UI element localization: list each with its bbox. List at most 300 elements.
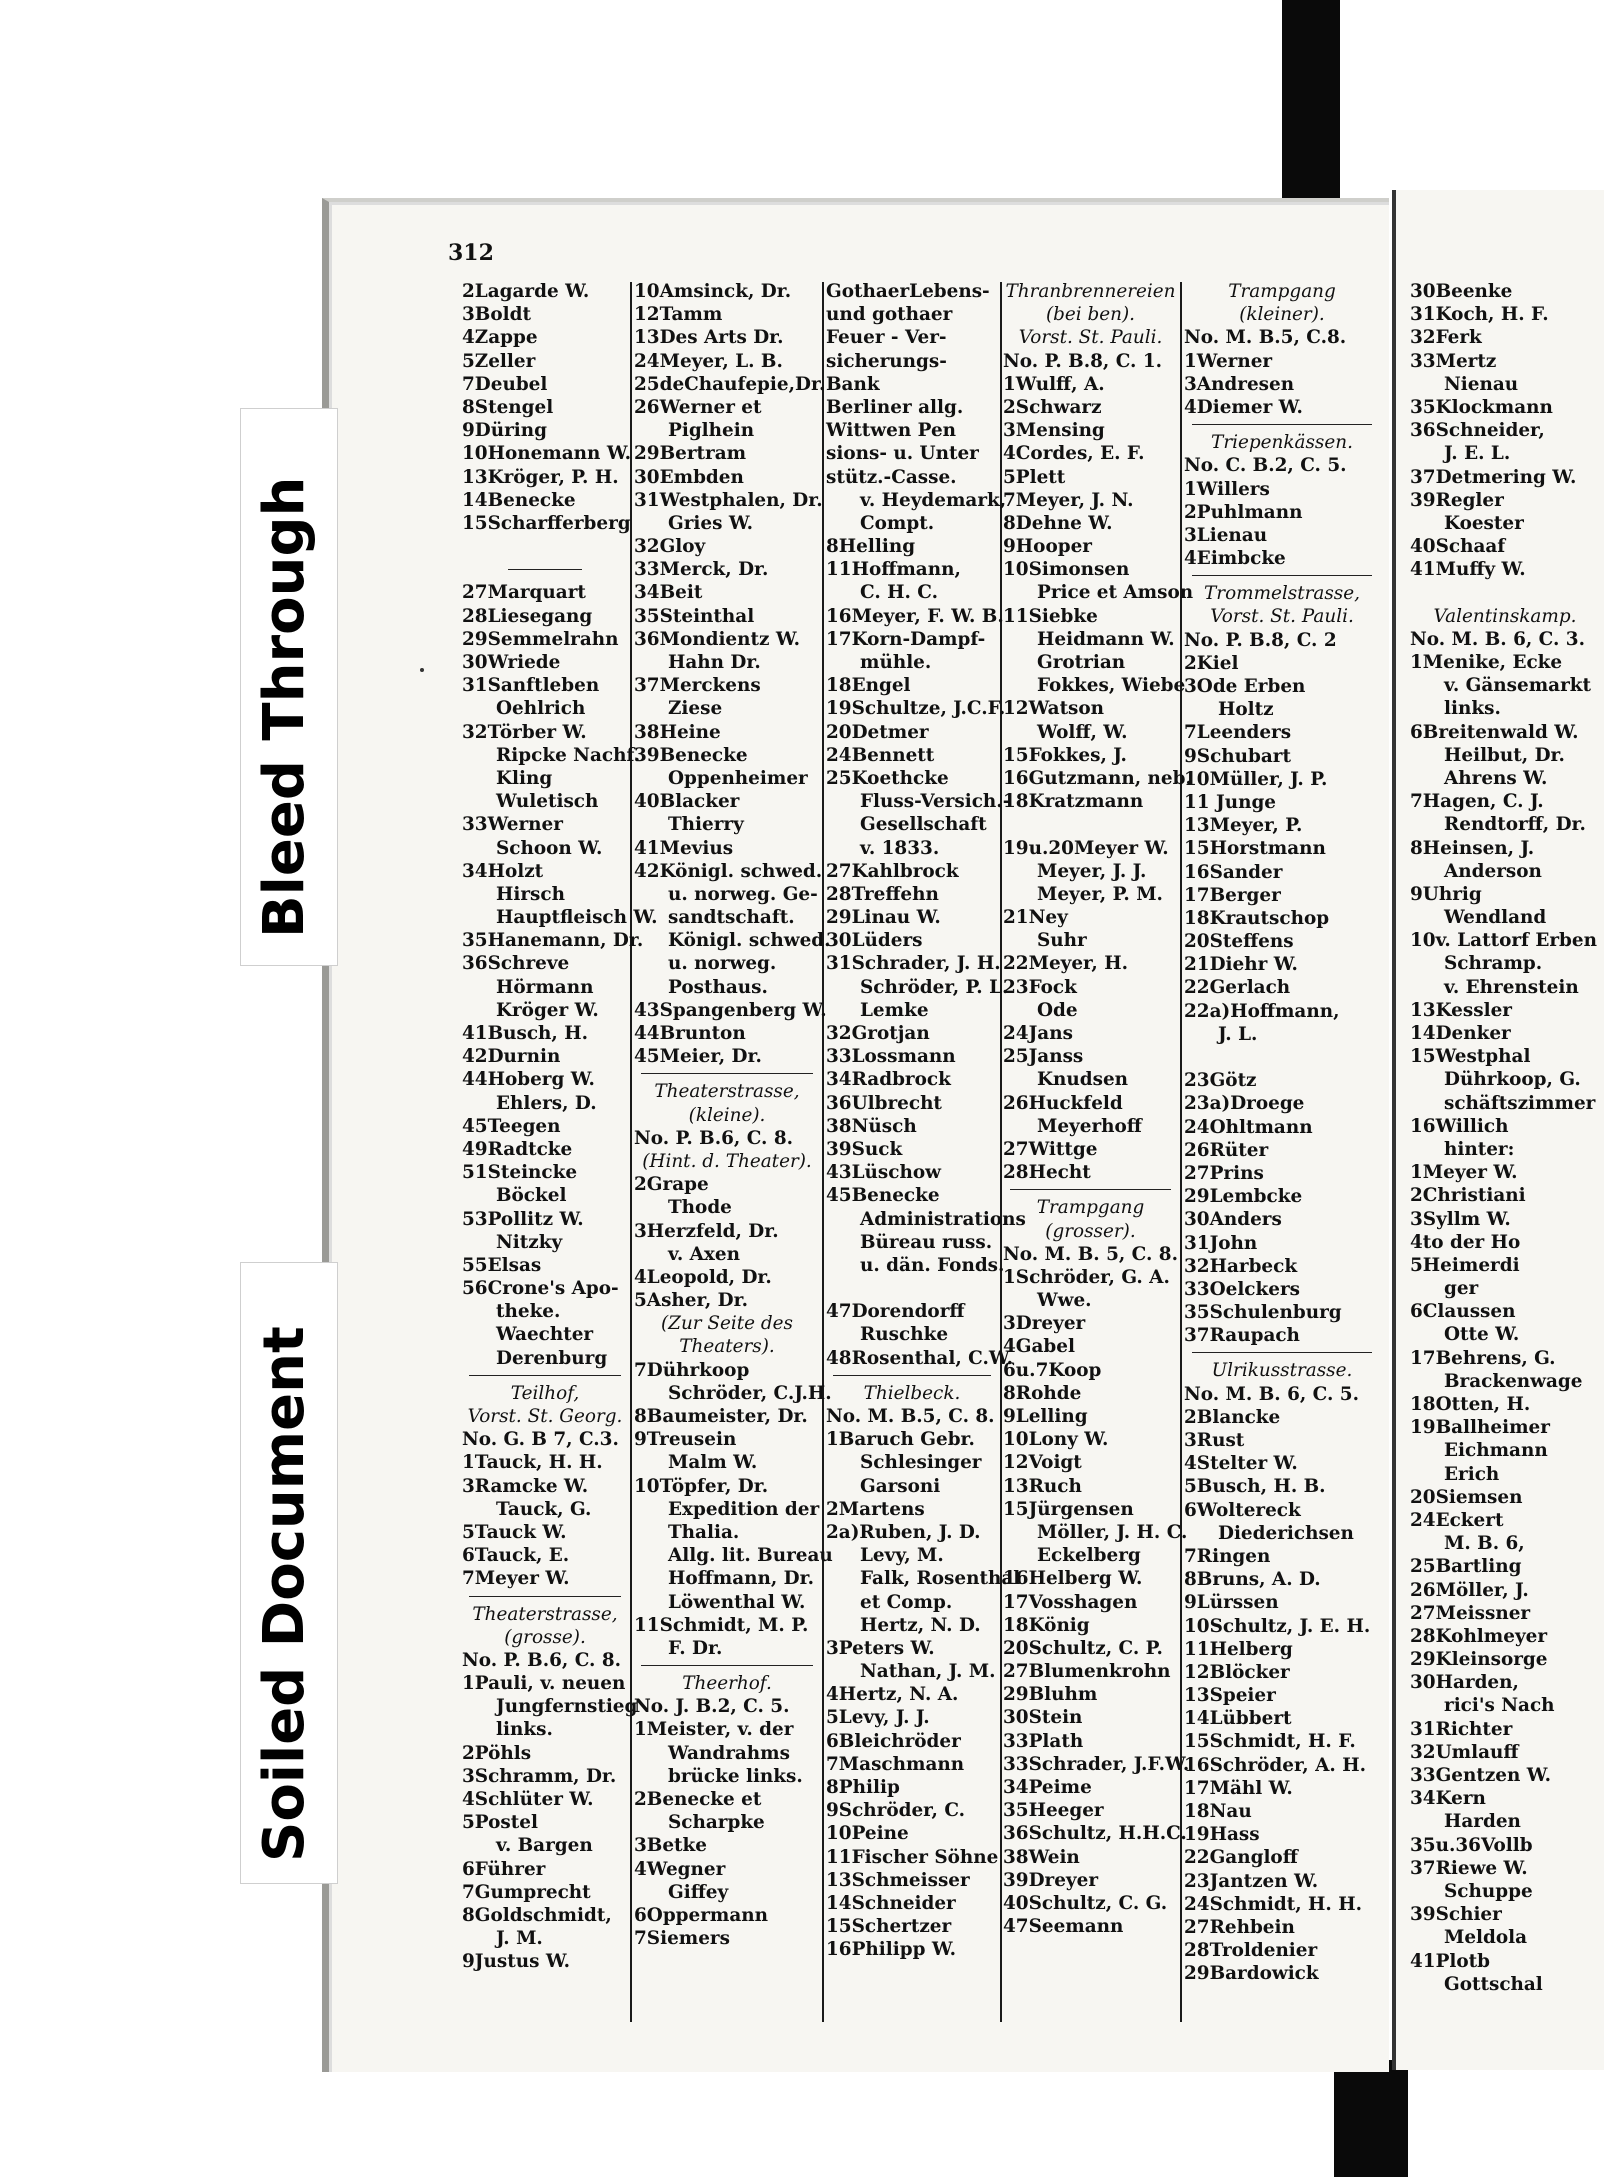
directory-line: theke.: [496, 1301, 561, 1323]
directory-line: 27Rehbein: [1184, 1916, 1295, 1938]
directory-line: 11Fischer Söhne: [826, 1846, 999, 1868]
directory-line: 16Schröder, A. H.: [1184, 1754, 1366, 1776]
directory-line: ger: [1444, 1278, 1479, 1300]
directory-line: Ulrikusstrasse.: [1211, 1360, 1353, 1382]
directory-line: Wuletisch: [496, 791, 599, 813]
directory-line: 27Prins: [1184, 1162, 1264, 1184]
directory-line: Nathan, J. M.: [860, 1661, 996, 1683]
directory-line: 12Watson: [1003, 698, 1105, 720]
directory-line: 42Durnin: [462, 1046, 561, 1068]
directory-line: (grosse).: [504, 1626, 586, 1648]
directory-line: 25Janss: [1003, 1046, 1084, 1068]
directory-line: Vorst. St. Georg.: [467, 1406, 623, 1427]
directory-line: Theaters).: [679, 1336, 775, 1358]
directory-line: 41Busch, H.: [462, 1023, 589, 1044]
directory-line: Eichmann: [1444, 1440, 1548, 1462]
directory-line: 10v. Lattorf Erben: [1410, 930, 1597, 952]
directory-line: 11 Junge: [1184, 791, 1276, 813]
directory-line: 7Gumprecht: [462, 1881, 591, 1903]
directory-line: Theaterstrasse,: [472, 1603, 618, 1625]
directory-line: 31Schrader, J. H.: [826, 953, 1001, 975]
directory-line: Theaterstrasse,: [654, 1081, 800, 1103]
directory-line: 6Bleichröder: [826, 1730, 961, 1752]
directory-line: 7Dührkoop: [634, 1359, 750, 1381]
directory-line: Hirsch: [496, 883, 565, 905]
directory-line: 24Schmidt, H. H.: [1184, 1893, 1363, 1915]
directory-line: Thielbeck.: [863, 1382, 961, 1404]
directory-line: 12Tamm: [634, 304, 723, 326]
directory-line: 8Dehne W.: [1003, 512, 1113, 534]
directory-line: 6Woltereck: [1184, 1499, 1301, 1521]
directory-line: 35u.36Vollb: [1410, 1834, 1533, 1856]
directory-line: 33Werner: [462, 814, 563, 836]
directory-line: Böckel: [496, 1185, 567, 1207]
directory-line: 34Beit: [634, 582, 703, 604]
directory-line: 34Kern: [1410, 1788, 1486, 1810]
directory-line: 28Hecht: [1003, 1162, 1091, 1184]
directory-line: 2Christiani: [1410, 1185, 1526, 1207]
directory-line: 13Kröger, P. H.: [462, 466, 619, 488]
directory-line: Piglhein: [668, 420, 755, 442]
directory-line: 1Menike, Ecke: [1410, 652, 1563, 673]
directory-line: 10Lony W.: [1003, 1429, 1109, 1451]
bottom-black-bar: [1334, 2060, 1408, 2177]
directory-line: 13Des Arts Dr.: [634, 327, 784, 349]
directory-line: GothaerLebens-: [826, 281, 990, 302]
directory-line: 1Meister, v. der: [634, 1719, 794, 1741]
directory-line: 36Schneider,: [1410, 420, 1545, 442]
directory-line: 31Sanftleben: [462, 675, 600, 697]
directory-line: 15Westphal: [1410, 1046, 1531, 1068]
directory-line: 17Korn-Dampf-: [826, 628, 986, 650]
directory-line: Ziese: [668, 698, 723, 720]
directory-line: 33Oelckers: [1184, 1278, 1300, 1300]
directory-line: Ode: [1037, 999, 1078, 1021]
directory-line: 15Fokkes, J.: [1003, 744, 1127, 766]
directory-line: 1Wulff, A.: [1003, 373, 1105, 395]
directory-line: Allg. lit. Bureau: [668, 1545, 833, 1567]
directory-line: Giffey: [668, 1881, 729, 1903]
directory-line: Oppenheimer: [668, 767, 808, 789]
directory-line: 44Hoberg W.: [462, 1069, 595, 1091]
directory-line: 22Meyer, H.: [1003, 953, 1128, 975]
directory-line: 24Ohltmann: [1184, 1116, 1313, 1138]
directory-line: 8Goldschmidt,: [462, 1904, 612, 1926]
directory-line: Hauptfleisch W.: [496, 907, 658, 929]
directory-line: Trommelstrasse,: [1204, 583, 1360, 605]
directory-line: 32Harbeck: [1184, 1255, 1298, 1277]
directory-line: 49Radtcke: [462, 1138, 573, 1160]
directory-line: 51Steincke: [462, 1162, 578, 1184]
directory-line: 31John: [1184, 1232, 1258, 1254]
directory-line: 25Bartling: [1410, 1556, 1522, 1578]
directory-line: 2Kiel: [1184, 652, 1239, 674]
directory-line: Feuer - Ver-: [826, 327, 947, 349]
directory-line: 3Ode Erben: [1184, 676, 1306, 697]
directory-line: Meyer, P. M.: [1037, 883, 1163, 905]
directory-line: No. P. B.8, C. 1.: [1003, 350, 1163, 372]
directory-line: (grosser).: [1045, 1220, 1136, 1242]
directory-line: 10Amsinck, Dr.: [634, 281, 792, 302]
directory-line: Schuppe: [1444, 1880, 1533, 1902]
directory-line: 13Ruch: [1003, 1475, 1082, 1497]
directory-line: 33Schrader, J.F.W.: [1003, 1753, 1190, 1775]
directory-line: 17Vosshagen: [1003, 1591, 1138, 1613]
directory-line: [634, 1068, 820, 1080]
directory-line: 38Nüsch: [826, 1115, 917, 1137]
directory-line: 13Meyer, P.: [1184, 815, 1303, 837]
directory-line: Nienau: [1444, 373, 1519, 395]
directory-line: 18Krautschop: [1184, 907, 1330, 929]
directory-line: 17Mähl W.: [1184, 1777, 1293, 1799]
directory-line: No. G. B 7, C.3.: [462, 1429, 619, 1451]
directory-line: 10Schultz, J. E. H.: [1184, 1615, 1371, 1637]
directory-line: 16Willich: [1410, 1115, 1509, 1137]
directory-line: 39Schier: [1410, 1904, 1502, 1926]
directory-line: F. Dr.: [668, 1637, 723, 1659]
directory-line: 33Merck, Dr.: [634, 559, 769, 581]
directory-line: 7Deubel: [462, 373, 548, 395]
directory-line: (kleine).: [688, 1104, 766, 1126]
directory-line: Schoon W.: [496, 837, 603, 859]
directory-line: Meyer, J. J.: [1037, 860, 1147, 882]
directory-line: Thode: [668, 1197, 732, 1219]
directory-line: 11Helberg: [1184, 1638, 1293, 1660]
directory-line: 35Schulenburg: [1184, 1302, 1342, 1324]
directory-line: Gesellschaft: [860, 814, 987, 836]
directory-line: 4Eimbcke: [1184, 548, 1286, 570]
directory-line: 5Busch, H. B.: [1184, 1476, 1326, 1498]
directory-line: Expedition der: [668, 1498, 820, 1520]
directory-line: 30Harden,: [1410, 1672, 1519, 1694]
directory-line: No. P. B.6, C. 8.: [634, 1127, 794, 1149]
directory-line: 3Herzfeld, Dr.: [634, 1220, 779, 1242]
directory-line: Löwenthal W.: [668, 1591, 806, 1613]
directory-line: 39Suck: [826, 1138, 903, 1160]
directory-line: No. P. B.8, C. 2: [1184, 629, 1337, 651]
directory-line: 5Postel: [462, 1812, 538, 1834]
directory-column-5: [1184, 280, 1380, 1986]
margin-dot: [420, 668, 424, 672]
directory-line: 45Teegen: [462, 1115, 561, 1137]
directory-line: 13Schmeisser: [826, 1869, 970, 1891]
directory-line: 3Boldt: [462, 304, 531, 326]
directory-line: Derenburg: [496, 1347, 608, 1369]
directory-line: Büreau russ.: [860, 1231, 993, 1253]
directory-line: Kling: [496, 767, 553, 789]
directory-line: 20Detmer: [826, 721, 929, 743]
directory-line: 7Ringen: [1184, 1545, 1271, 1567]
directory-line: C. H. C.: [860, 582, 939, 604]
directory-line: 4Zappe: [462, 327, 538, 349]
directory-line: 33Plath: [1003, 1730, 1084, 1752]
directory-line: 33Gentzen W.: [1410, 1765, 1551, 1786]
directory-line: 5Zeller: [462, 350, 536, 372]
directory-line: Wandrahms: [668, 1742, 790, 1764]
directory-line: J. L.: [1218, 1023, 1258, 1045]
directory-line: (kleiner).: [1239, 304, 1325, 326]
directory-line: 4Cordes, E. F.: [1003, 443, 1145, 465]
directory-line: 9Lelling: [1003, 1406, 1088, 1427]
directory-line: 2Blancke: [1184, 1406, 1281, 1428]
directory-line: [826, 1277, 998, 1300]
directory-line: 19Schultze, J.C.F.: [826, 698, 1006, 720]
directory-line: 13Kessler: [1410, 999, 1512, 1021]
directory-line: Heidmann W.: [1037, 628, 1175, 650]
directory-line: 4Schlüter W.: [462, 1789, 594, 1810]
directory-line: 19Hass: [1184, 1824, 1260, 1846]
directory-line: 11Schmidt, M. P.: [634, 1614, 809, 1636]
directory-line: 3Schramm, Dr.: [462, 1765, 617, 1787]
directory-line: Bank: [826, 373, 880, 395]
directory-line: 44Brunton: [634, 1023, 746, 1044]
directory-line: 3Peters W.: [826, 1637, 935, 1659]
directory-line: No. M. B. 6, C. 5.: [1184, 1383, 1359, 1405]
directory-line: 18Otten, H.: [1410, 1394, 1531, 1415]
directory-line: 31Richter: [1410, 1718, 1513, 1740]
directory-line: 3Betke: [634, 1835, 707, 1857]
directory-line: 1Schröder, G. A.: [1003, 1266, 1170, 1288]
directory-line: 30Lüders: [826, 930, 923, 952]
directory-line: 23a)Droege: [1184, 1093, 1305, 1115]
directory-line: [462, 1591, 628, 1603]
soiled-document-label: Soiled Document: [252, 1326, 317, 1862]
directory-line: Schlesinger: [860, 1452, 982, 1474]
directory-line: 9Uhrig: [1410, 883, 1482, 905]
directory-line: et Comp.: [860, 1591, 953, 1613]
directory-line: Thierry: [668, 814, 744, 836]
directory-line: Triepenkässen.: [1211, 432, 1353, 454]
directory-line: [1003, 1184, 1178, 1196]
directory-line: Wolff, W.: [1037, 721, 1128, 743]
directory-line: 6Führer: [462, 1858, 546, 1880]
directory-line: Grotrian: [1037, 652, 1126, 673]
directory-line: v. 1833.: [860, 837, 940, 859]
directory-line: 38Wein: [1003, 1846, 1080, 1868]
directory-column-3: [826, 280, 1026, 1962]
directory-line: Theerhof.: [682, 1673, 772, 1695]
column-rule-2: [822, 282, 824, 2022]
directory-line: 35Heeger: [1003, 1800, 1104, 1822]
directory-line: 18Nau: [1184, 1801, 1252, 1822]
directory-line: Schröder, P. L.: [860, 976, 1009, 998]
column-rule-1: [630, 282, 632, 2022]
directory-line: 29Lembcke: [1184, 1186, 1303, 1208]
directory-line: 43Lüschow: [826, 1162, 941, 1184]
directory-line: 27Kahlbrock: [826, 860, 959, 882]
directory-line: [1184, 1046, 1380, 1069]
directory-line: 35Steinthal: [634, 605, 755, 627]
directory-line: 30Beenke: [1410, 281, 1513, 302]
directory-line: u. norweg. Ge-: [668, 883, 818, 905]
directory-line: Harden: [1444, 1811, 1521, 1833]
directory-line: 24Bennett: [826, 744, 935, 766]
directory-line: 27Wittge: [1003, 1138, 1098, 1160]
directory-line: Berliner allg.: [826, 396, 964, 418]
directory-line: Meldola: [1444, 1927, 1528, 1949]
directory-line: Möller, J. H. C.: [1037, 1521, 1188, 1543]
directory-line: 40Schultz, C. G.: [1003, 1892, 1168, 1914]
directory-line: 29Semmelrahn: [462, 628, 619, 650]
directory-line: No. P. B.6, C. 8.: [462, 1649, 622, 1671]
directory-line: Ehlers, D.: [496, 1092, 597, 1114]
directory-line: [462, 1370, 628, 1382]
directory-line: 5Plett: [1003, 466, 1066, 488]
directory-line: 4Leopold, Dr.: [634, 1266, 772, 1288]
directory-line: 13Speier: [1184, 1685, 1276, 1707]
directory-line: Gries W.: [668, 512, 754, 534]
directory-line: Hoffmann, Dr.: [668, 1568, 815, 1590]
directory-line: 56Crone's Apo-: [462, 1278, 619, 1300]
bleed-through-label: Bleed Through: [252, 476, 317, 938]
directory-line: 36Schultz, H.H.C.: [1003, 1823, 1187, 1845]
directory-line: 6Tauck, E.: [462, 1545, 570, 1567]
directory-line: 15Scharfferberg: [462, 512, 631, 534]
directory-line: Vorst. St. Pauli.: [1018, 327, 1163, 349]
directory-line: 10Simonsen: [1003, 559, 1130, 581]
directory-line: 32Törber W.: [462, 721, 587, 743]
directory-line: Hertz, N. D.: [860, 1614, 981, 1636]
directory-line: Nitzky: [496, 1231, 563, 1253]
directory-line: 23Götz: [1184, 1070, 1257, 1092]
directory-line: 29Bluhm: [1003, 1684, 1098, 1706]
directory-line: sions- u. Unter: [826, 443, 979, 465]
directory-line: 2Martens: [826, 1498, 925, 1520]
directory-line: 9Schubart: [1184, 745, 1291, 767]
directory-line: 15Jürgensen: [1003, 1498, 1134, 1520]
directory-line: No. J. B.2, C. 5.: [634, 1696, 790, 1718]
directory-line: 47Seemann: [1003, 1916, 1124, 1938]
directory-line: 21Ney: [1003, 907, 1068, 929]
directory-line: (bei ben).: [1045, 304, 1136, 326]
directory-line: Anderson: [1444, 860, 1542, 882]
directory-line: No. M. B.5, C.8.: [1184, 327, 1347, 349]
directory-line: 23Fock: [1003, 976, 1077, 998]
directory-line: [1003, 813, 1178, 836]
directory-line: 4Wegner: [634, 1858, 726, 1880]
directory-line: 20Schultz, C. P.: [1003, 1637, 1163, 1659]
directory-line: J. M.: [496, 1928, 543, 1950]
directory-line: 12Voigt: [1003, 1452, 1082, 1474]
directory-line: Vorst. St. Pauli.: [1210, 606, 1354, 628]
directory-line: 25Koethcke: [826, 767, 949, 789]
directory-line: 34Peime: [1003, 1777, 1092, 1798]
directory-line: 16Philipp W.: [826, 1939, 957, 1961]
directory-line: mühle.: [860, 652, 932, 673]
directory-line: Hahn Dr.: [668, 652, 761, 673]
directory-line: 7Siemers: [634, 1928, 730, 1950]
directory-line: Ruschke: [860, 1324, 949, 1346]
directory-line: 37Detmering W.: [1410, 466, 1577, 488]
directory-line: Wittwen Pen: [826, 420, 957, 442]
directory-line: 41Muffy W.: [1410, 559, 1526, 581]
directory-line: 30Embden: [634, 466, 744, 488]
directory-line: Heilbut, Dr.: [1444, 744, 1565, 766]
directory-line: 3Ramcke W.: [462, 1475, 589, 1497]
directory-line: J. E. L.: [1444, 443, 1511, 465]
directory-line: 28Troldenier: [1184, 1940, 1318, 1962]
directory-line: 2Pöhls: [462, 1742, 532, 1764]
directory-line: 34Radbrock: [826, 1069, 951, 1091]
directory-line: 2Lagarde W.: [462, 281, 590, 302]
directory-line: [1184, 1347, 1380, 1359]
directory-line: 7Hagen, C. J.: [1410, 791, 1544, 813]
directory-line: Wendland: [1444, 907, 1547, 929]
directory-line: 24Jans: [1003, 1023, 1073, 1044]
directory-line: 28Liesegang: [462, 605, 593, 627]
directory-line: 10Honemann W.: [462, 443, 632, 465]
directory-line: No. M. B. 5, C. 8.: [1003, 1243, 1178, 1265]
directory-line: Waechter: [496, 1324, 594, 1346]
directory-line: [1184, 419, 1380, 431]
directory-line: 36Ulbrecht: [826, 1092, 942, 1114]
directory-line: Tauck, G.: [496, 1498, 592, 1520]
directory-line: 20Siemsen: [1410, 1486, 1523, 1508]
directory-line: Rendtorff, Dr.: [1444, 814, 1586, 836]
directory-line: 16Helberg W.: [1003, 1568, 1143, 1590]
directory-line: 32Gloy: [634, 536, 706, 558]
directory-line: 9Düring: [462, 420, 548, 442]
directory-line: 47Dorendorff: [826, 1301, 965, 1323]
directory-line: Kröger W.: [496, 999, 599, 1021]
directory-line: 9Treusein: [634, 1429, 737, 1451]
directory-line: und gothaer: [826, 304, 953, 326]
directory-line: 3Rust: [1184, 1430, 1245, 1451]
directory-line: 39Regler: [1410, 489, 1504, 511]
directory-line: 24Eckert: [1410, 1509, 1504, 1531]
directory-line: [1410, 581, 1600, 604]
directory-line: 3Andresen: [1184, 373, 1295, 395]
directory-line: 31Westphalen, Dr.: [634, 489, 823, 511]
directory-column-4: [1003, 280, 1194, 1938]
directory-line: Knudsen: [1037, 1069, 1129, 1091]
directory-line: 5Tauck W.: [462, 1521, 567, 1543]
directory-line: Malm W.: [668, 1452, 758, 1474]
directory-line: 4Diemer W.: [1184, 396, 1303, 418]
directory-line: 8Philip: [826, 1777, 900, 1798]
directory-line: sandtschaft.: [668, 907, 795, 929]
directory-line: 12Blöcker: [1184, 1661, 1290, 1683]
directory-line: M. B. 6,: [1444, 1533, 1525, 1555]
directory-line: u. norweg.: [668, 953, 777, 975]
directory-line: links.: [496, 1719, 553, 1741]
directory-line: 26Werner et: [634, 396, 762, 418]
directory-line: 14Schneider: [826, 1892, 956, 1914]
directory-line: 7Meyer, J. N.: [1003, 489, 1134, 511]
directory-line: Price et Amson: [1037, 582, 1194, 604]
directory-line: 45Benecke: [826, 1185, 940, 1207]
directory-line: 5Asher, Dr.: [634, 1290, 748, 1312]
directory-line: 14Denker: [1410, 1023, 1511, 1044]
directory-column-1: [462, 280, 658, 1974]
directory-line: Garsoni: [860, 1475, 941, 1497]
directory-line: 30Wriede: [462, 652, 561, 673]
directory-line: Fokkes, Wiebe: [1037, 675, 1186, 697]
directory-line: 36Schreve: [462, 953, 570, 975]
directory-line: 41Plotb: [1410, 1950, 1491, 1972]
directory-line: 26Rüter: [1184, 1139, 1269, 1161]
directory-line: Gottschal: [1444, 1973, 1543, 1995]
directory-line: 16Meyer, F. W. B.: [826, 605, 1004, 627]
directory-line: Brackenwage: [1444, 1370, 1583, 1392]
directory-line: sicherungs-: [826, 350, 947, 372]
directory-line: 5Heimerdi: [1410, 1254, 1520, 1276]
directory-line: Dührkoop, G.: [1444, 1069, 1581, 1091]
directory-line: 14Lübbert: [1184, 1708, 1292, 1730]
directory-line: 37Raupach: [1184, 1325, 1300, 1347]
directory-line: 4Gabel: [1003, 1336, 1075, 1358]
directory-line: 20Steffens: [1184, 931, 1294, 953]
